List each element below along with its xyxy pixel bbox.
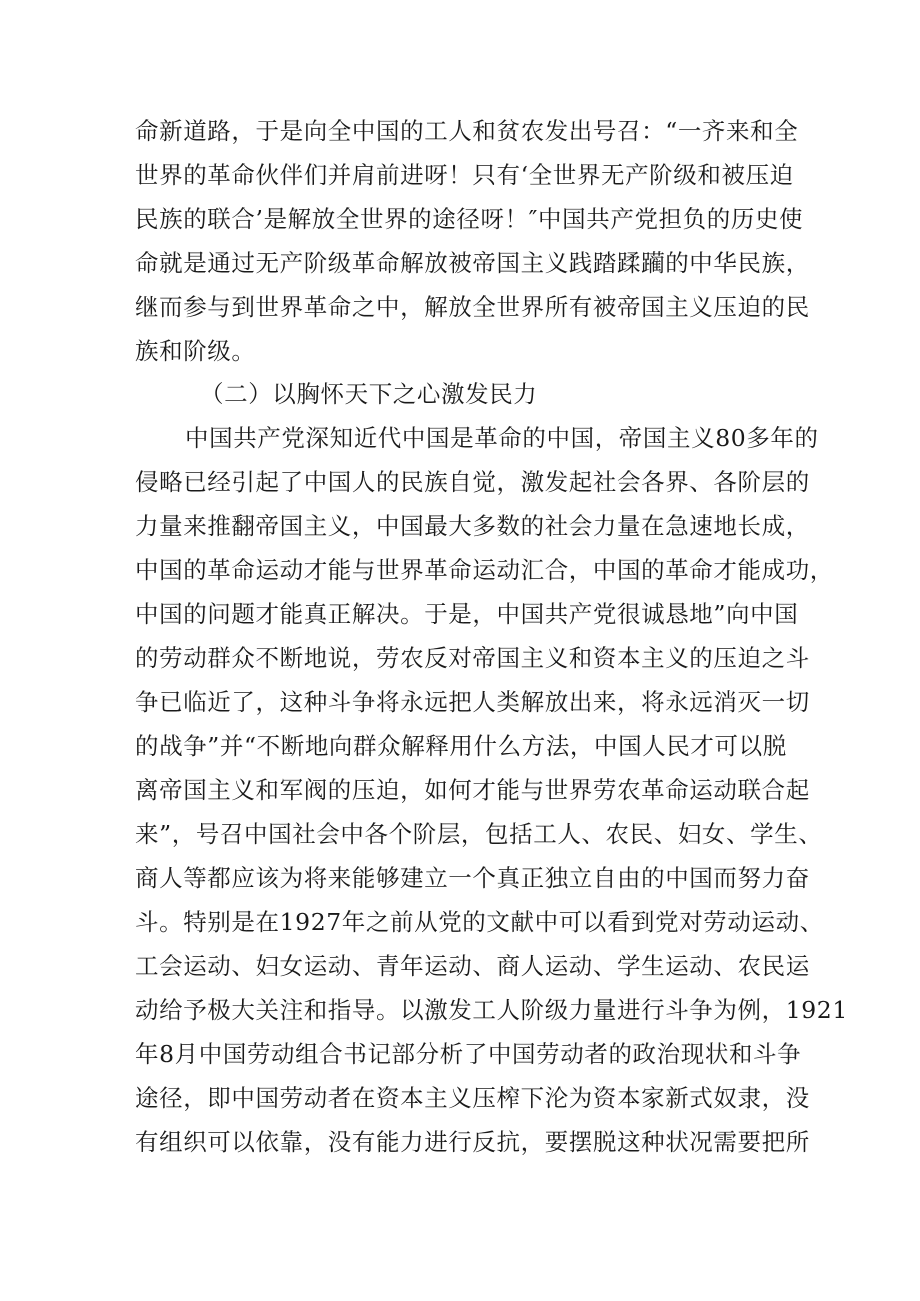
text-line: 世界的革命伙伴们并肩前进呀！只有‘全世界无产阶级和被压迫 — [135, 161, 794, 189]
text-line: 侵略已经引起了中国人的民族自觉，激发起社会各界、各阶层的 — [135, 468, 810, 496]
text-line: 命就是通过无产阶级革命解放被帝国主义践踏蹂躏的中华民族， — [135, 249, 810, 277]
text-line: 动给予极大关注和指导。以激发工人阶级力量进行斗争为例，1921 — [135, 996, 848, 1024]
text-line: 力量来推翻帝国主义，中国最大多数的社会力量在急速地长成， — [135, 512, 810, 540]
text-line: 民族的联合’是解放全世界的途径呀！″中国共产党担负的历史使 — [135, 205, 804, 233]
text-line: 来”，号召中国社会中各个阶层，包括工人、农民、妇女、学生、 — [135, 820, 823, 848]
text-line: 的劳动群众不断地说，劳农反对帝国主义和资本主义的压迫之斗 — [135, 644, 810, 672]
text-line: 商人等都应该为将来能够建立一个真正独立自由的中国而努力奋 — [135, 864, 810, 892]
text-line: 族和阶级。 — [135, 337, 256, 365]
text-line: 离帝国主义和军阀的压迫，如何才能与世界劳农革命运动联合起 — [135, 776, 810, 804]
section-heading: （二）以胸怀天下之心激发民力 — [200, 380, 538, 408]
text-line: 命新道路，于是向全中国的工人和贫农发出号召：“一齐来和全 — [135, 117, 799, 145]
text-line: 工会运动、妇女运动、青年运动、商人运动、学生运动、农民运 — [135, 952, 810, 980]
text-line: 中国的革命运动才能与世界革命运动汇合，中国的革命才能成功， — [135, 556, 834, 584]
text-line: 继而参与到世界革命之中，解放全世界所有被帝国主义压迫的民 — [135, 293, 810, 321]
paragraph-first-line: 中国共产党深知近代中国是革命的中国，帝国主义80多年的 — [185, 424, 819, 452]
text-line: 斗。特别是在1927年之前从党的文献中可以看到党对劳动运动、 — [135, 908, 824, 936]
text-line: 有组织可以依靠，没有能力进行反抗，要摆脱这种状况需要把所 — [135, 1128, 810, 1156]
text-line: 争已临近了，这种斗争将永远把人类解放出来，将永远消灭一切 — [135, 688, 810, 716]
text-line: 的战争”并“不断地向群众解释用什么方法，中国人民才可以脱 — [135, 732, 787, 760]
text-line: 中国的问题才能真正解决。于是，中国共产党很诚恳地”向中国 — [135, 600, 799, 628]
text-line: 途径，即中国劳动者在资本主义压榨下沦为资本家新式奴隶，没 — [135, 1084, 810, 1112]
text-line: 年8月中国劳动组合书记部分析了中国劳动者的政治现状和斗争 — [135, 1040, 802, 1068]
